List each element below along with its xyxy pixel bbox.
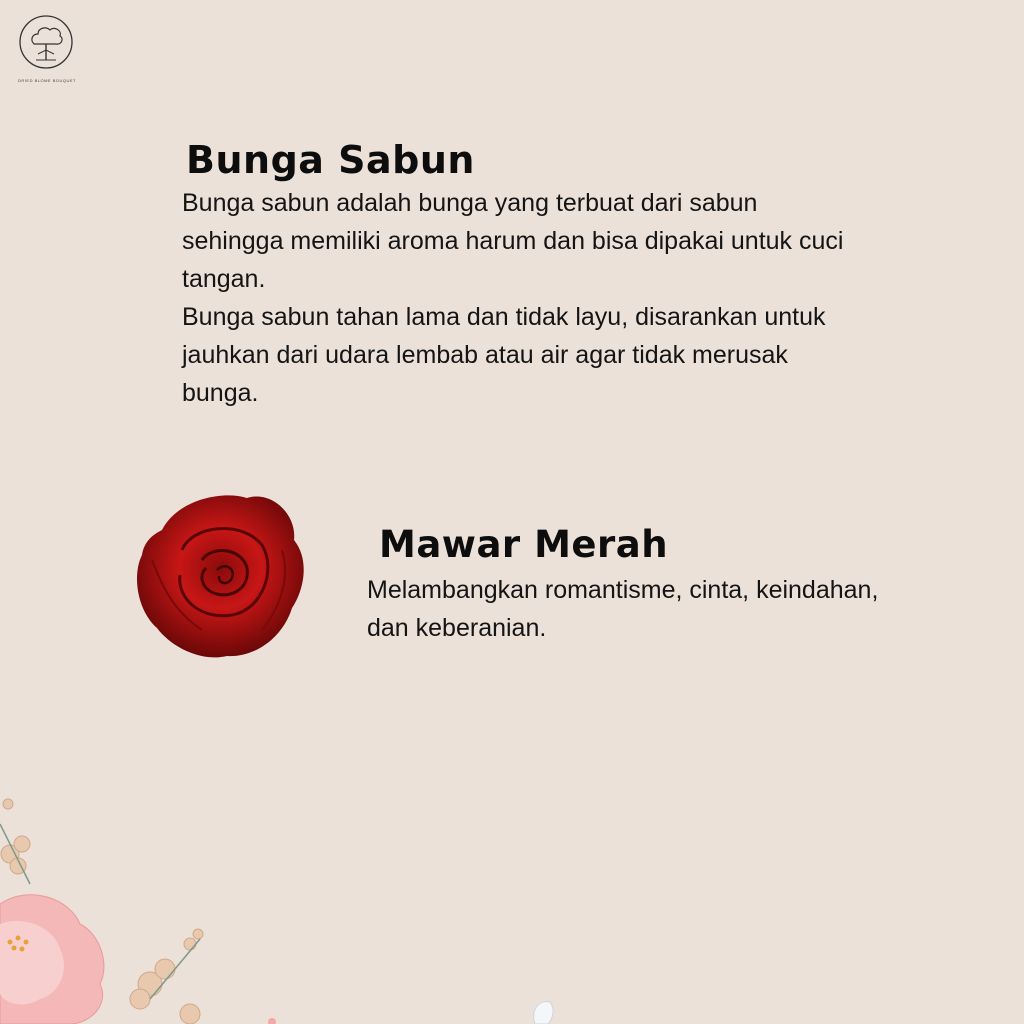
- red-rose-icon: [132, 490, 312, 662]
- rose-description-line: Melambangkan romantisme, cinta, keindahan,: [367, 576, 879, 604]
- red-rose-description: [367, 571, 987, 647]
- brand-logo: [18, 14, 76, 83]
- brand-logo-text: DRIED BLOME BOUQUET: [18, 78, 76, 83]
- soap-description-line: sehingga memiliki aroma harum dan bisa dipakai untuk cuci: [182, 227, 844, 255]
- soap-description-line: bunga.: [182, 379, 259, 407]
- soap-description-line: tangan.: [182, 265, 266, 293]
- rose-description-line: dan keberanian.: [367, 614, 547, 642]
- soap-flower-description: [182, 184, 942, 412]
- tree-bouquet-logo-icon: [18, 14, 74, 76]
- soap-description-line: Bunga sabun adalah bunga yang terbuat dari sabun: [182, 189, 758, 217]
- red-rose-title: Mawar Merah: [379, 523, 669, 566]
- soap-description-line: jauhkan dari udara lembab atau air agar tidak merusak: [182, 341, 788, 369]
- floral-corner-decoration-icon: [0, 784, 600, 1024]
- rose-image: [132, 490, 312, 662]
- soap-description-line: Bunga sabun tahan lama dan tidak layu, disarankan untuk: [182, 303, 826, 331]
- soap-flower-title: Bunga Sabun: [186, 138, 475, 182]
